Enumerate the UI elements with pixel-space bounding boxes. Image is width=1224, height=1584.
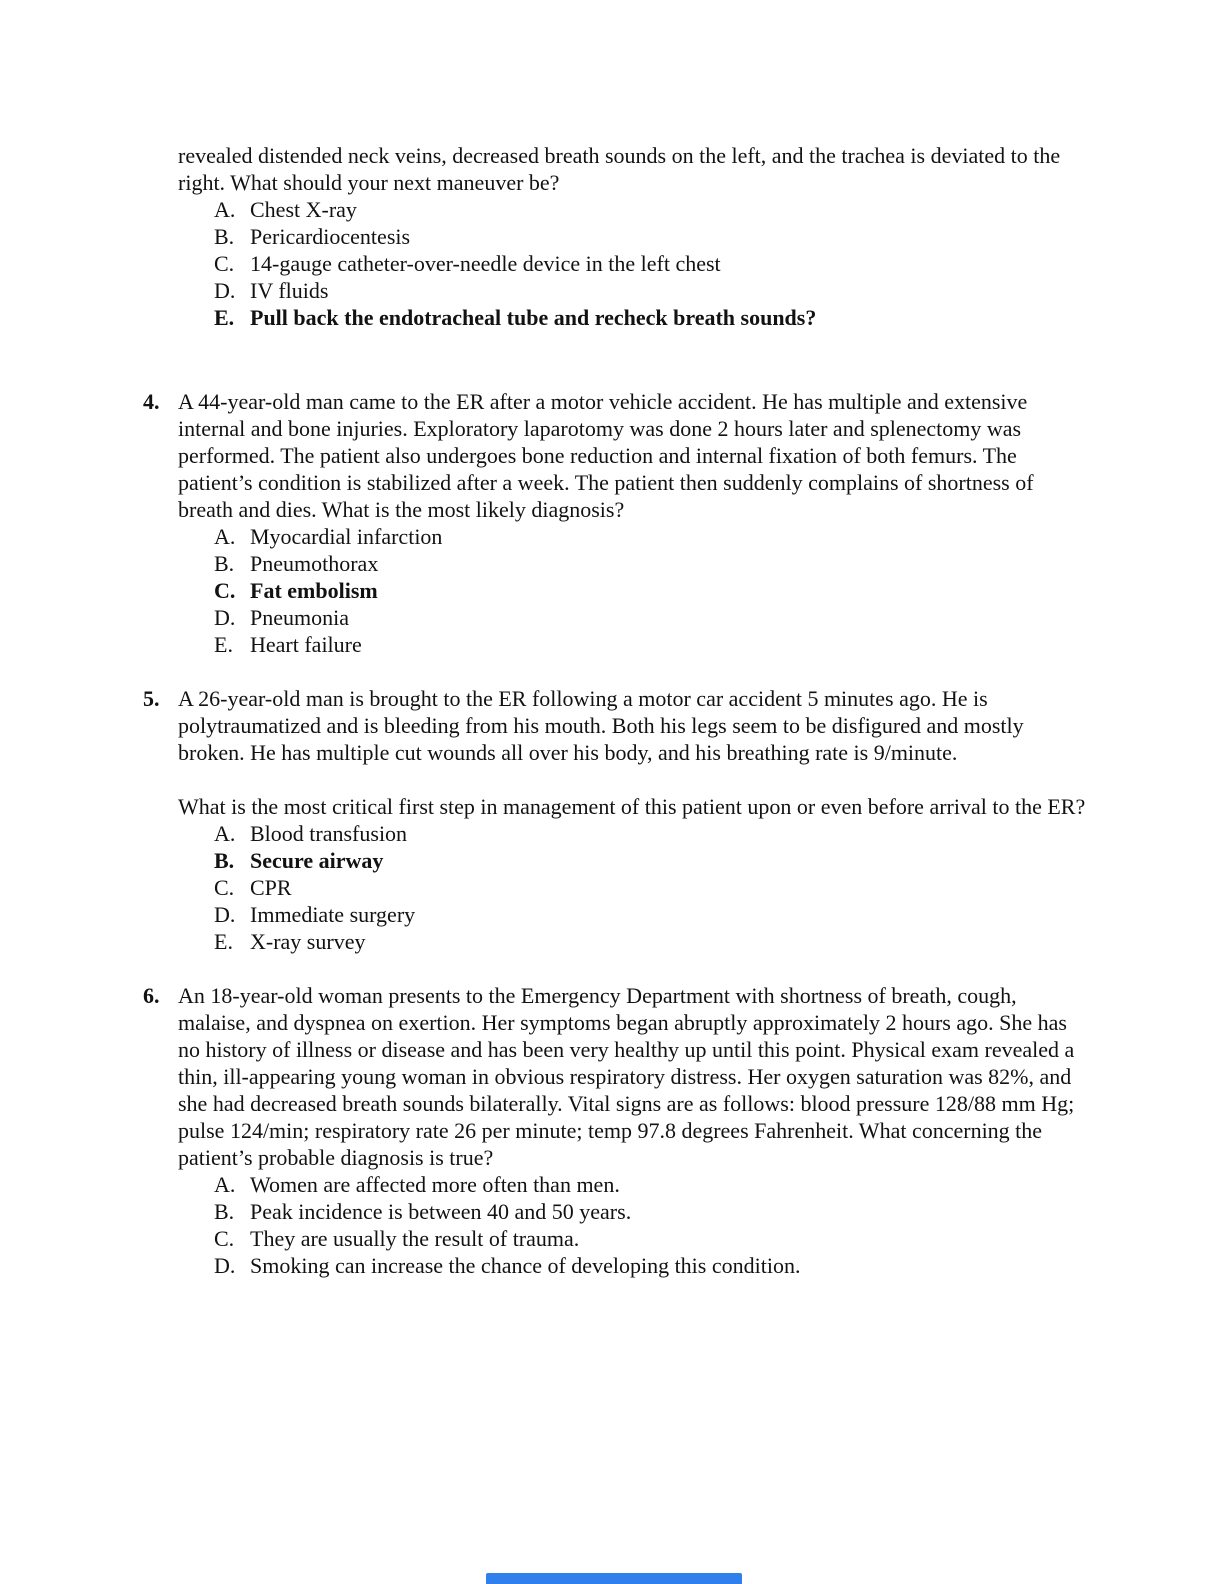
question-3-continuation xyxy=(178,142,1091,331)
option-text: Fat embolism xyxy=(250,578,378,603)
question-5 xyxy=(143,685,1091,955)
option-letter: C. xyxy=(214,875,235,900)
option-text: Pneumonia xyxy=(250,605,349,630)
document-page xyxy=(143,142,1091,1279)
bottom-scroll-indicator[interactable] xyxy=(486,1573,742,1584)
answer-option-e-correct xyxy=(214,304,1091,331)
option-text: Smoking can increase the chance of developing this condition. xyxy=(250,1253,801,1278)
answer-options xyxy=(214,523,1091,658)
option-letter: A. xyxy=(214,524,236,549)
option-text: They are usually the result of trauma. xyxy=(250,1226,580,1251)
option-letter: D. xyxy=(214,1253,236,1278)
answer-option-c xyxy=(214,874,1091,901)
option-letter: D. xyxy=(214,902,236,927)
option-text: CPR xyxy=(250,875,292,900)
answer-option-c xyxy=(214,1225,1091,1252)
answer-option-d xyxy=(214,1252,1091,1279)
option-text: Pneumothorax xyxy=(250,551,379,576)
option-letter: E. xyxy=(214,632,233,657)
answer-option-b-correct xyxy=(214,847,1091,874)
answer-option-c-correct xyxy=(214,577,1091,604)
question-6 xyxy=(143,982,1091,1279)
option-letter: D. xyxy=(214,278,236,303)
question-text: An 18-year-old woman presents to the Emergency Department with shortness of breath, cough, malaise, and dyspnea on exertion. Her symptoms began abruptly approximately 2 hours ago. She has no history of illness or disease and has been very healthy up until this point. Physical exam revealed a thin, ill-appearing young woman in obvious respiratory distress. Her oxygen saturation was 82%, and she had decreased breath sounds bilaterally. Vital signs are as follows: blood pressure 128/88 mm Hg; pulse 124/min; respiratory rate 26 per minute; temp 97.8 degrees Fahrenheit. What concerning the patient’s probable diagnosis is true? xyxy=(178,983,1075,1170)
option-letter: A. xyxy=(214,197,236,222)
option-text: 14-gauge catheter-over-needle device in the left chest xyxy=(250,251,721,276)
option-letter: C. xyxy=(214,1226,235,1251)
question-number: 6. xyxy=(143,983,160,1008)
question-number: 5. xyxy=(143,686,160,711)
question-text: A 44-year-old man came to the ER after a motor vehicle accident. He has multiple and extensive internal and bone injuries. Exploratory laparotomy was done 2 hours later and splenectomy was performed. The patient also undergoes bone reduction and internal fixation of both femurs. The patient’s condition is stabilized after a week. The patient then suddenly complains of shortness of breath and dies. What is the most likely diagnosis? xyxy=(178,389,1034,522)
option-text: IV fluids xyxy=(250,278,329,303)
option-text: Peak incidence is between 40 and 50 years. xyxy=(250,1199,632,1224)
question-text: A 26-year-old man is brought to the ER following a motor car accident 5 minutes ago. He is polytraumatized and is bleeding from his mouth. Both his legs seem to be disfigured and mostly broken. He has multiple cut wounds all over his body, and his breathing rate is 9/minute. xyxy=(178,686,1024,765)
option-letter: B. xyxy=(214,551,235,576)
option-letter: A. xyxy=(214,1172,236,1197)
answer-option-a xyxy=(214,1171,1091,1198)
answer-options xyxy=(214,1171,1091,1279)
answer-option-b xyxy=(214,223,1091,250)
option-text: Blood transfusion xyxy=(250,821,408,846)
answer-option-a xyxy=(214,196,1091,223)
option-text: Pull back the endotracheal tube and recheck breath sounds? xyxy=(250,305,817,330)
answer-option-b xyxy=(214,1198,1091,1225)
answer-option-d xyxy=(214,901,1091,928)
answer-option-d xyxy=(214,604,1091,631)
question-text: What is the most critical first step in management of this patient upon or even before arrival to the ER? xyxy=(178,794,1086,819)
answer-option-b xyxy=(214,550,1091,577)
question-4 xyxy=(143,388,1091,658)
option-text: Heart failure xyxy=(250,632,362,657)
answer-options xyxy=(214,196,1091,331)
option-text: Women are affected more often than men. xyxy=(250,1172,620,1197)
answer-option-c xyxy=(214,250,1091,277)
answer-option-e xyxy=(214,928,1091,955)
option-text: Chest X-ray xyxy=(250,197,357,222)
answer-options xyxy=(214,820,1091,955)
question-text: revealed distended neck veins, decreased breath sounds on the left, and the trachea is deviated to the right. What should your next maneuver be? xyxy=(178,143,1061,195)
option-text: Immediate surgery xyxy=(250,902,416,927)
option-letter: C. xyxy=(214,251,235,276)
option-text: Pericardiocentesis xyxy=(250,224,411,249)
option-letter: C. xyxy=(214,578,236,603)
option-letter: B. xyxy=(214,1199,235,1224)
option-letter: A. xyxy=(214,821,236,846)
answer-option-e xyxy=(214,631,1091,658)
question-number: 4. xyxy=(143,389,160,414)
answer-option-a xyxy=(214,523,1091,550)
option-letter: E. xyxy=(214,305,235,330)
option-text: X-ray survey xyxy=(250,929,366,954)
option-text: Secure airway xyxy=(250,848,384,873)
option-text: Myocardial infarction xyxy=(250,524,443,549)
option-letter: D. xyxy=(214,605,236,630)
answer-option-a xyxy=(214,820,1091,847)
option-letter: B. xyxy=(214,224,235,249)
answer-option-d xyxy=(214,277,1091,304)
option-letter: E. xyxy=(214,929,233,954)
option-letter: B. xyxy=(214,848,235,873)
